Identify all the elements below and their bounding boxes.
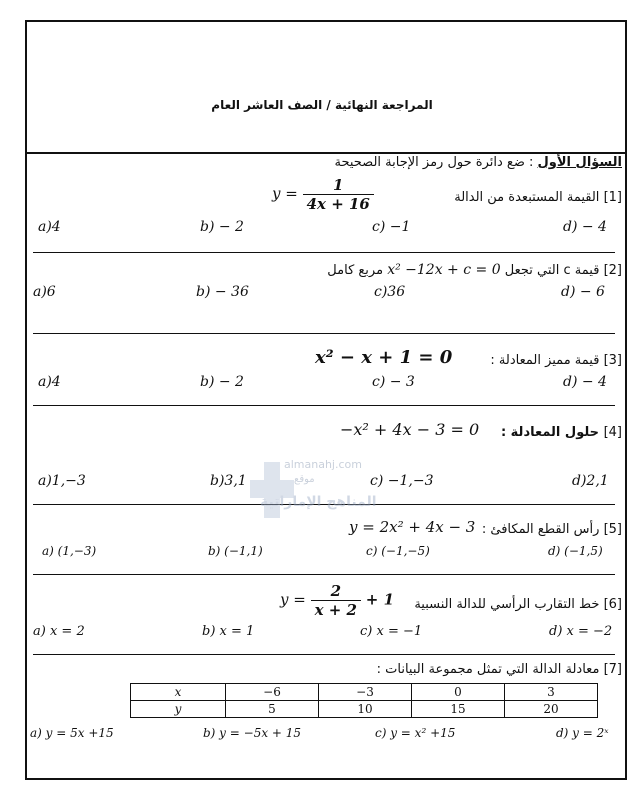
question-4 <box>501 425 622 440</box>
table-cell: 5 <box>226 701 319 718</box>
option-d[interactable]: d) − 4 <box>563 219 607 235</box>
question-text: خط التقارب الرأسي للدالة النسبية <box>414 597 600 612</box>
table-row <box>131 684 598 701</box>
option-b[interactable]: b) (−1,1) <box>208 544 263 558</box>
fraction: $\frac{2}{x + 2}$ <box>311 582 361 619</box>
watermark-line2: المناهج الإماراتية <box>260 494 377 510</box>
option-b[interactable]: b) x = 1 <box>202 624 255 639</box>
option-d[interactable]: d) y = 2ˣ <box>556 726 609 740</box>
question-6 <box>414 597 622 612</box>
divider <box>33 574 615 575</box>
divider <box>33 252 615 253</box>
question-number: [7] <box>603 662 622 677</box>
question-4-expression: −x² + 4x − 3 = 0 <box>340 420 480 439</box>
option-c[interactable]: c)36 <box>374 284 406 300</box>
question-number: [6] <box>603 597 622 612</box>
table-cell: x <box>131 684 226 701</box>
table-cell: 20 <box>505 701 598 718</box>
option-b[interactable]: b)3,1 <box>210 473 247 489</box>
question-5 <box>482 522 622 537</box>
option-c[interactable]: c) − 3 <box>372 374 415 390</box>
option-b[interactable]: b) y = −5x + 15 <box>203 726 302 740</box>
table-cell: −6 <box>226 684 319 701</box>
option-a[interactable]: a)6 <box>33 284 56 300</box>
option-d[interactable]: d)2,1 <box>572 473 609 489</box>
question-6-expression: y = $\frac{2}{x + 2}$ + 1 <box>280 582 395 619</box>
option-d[interactable]: d) (−1,5) <box>548 544 603 558</box>
option-b[interactable]: b) − 36 <box>196 284 249 300</box>
divider <box>33 654 615 655</box>
option-a[interactable]: a)4 <box>38 219 61 235</box>
data-table <box>130 683 598 718</box>
question-1 <box>454 190 622 205</box>
watermark-site: almanahj.com <box>284 458 362 471</box>
question-3 <box>490 353 622 368</box>
watermark-line1: موقع <box>294 474 315 485</box>
option-d[interactable]: d) − 4 <box>563 374 607 390</box>
question-number: [3] <box>603 353 622 368</box>
option-a[interactable]: a) y = 5x +15 <box>30 726 114 740</box>
question-text: قيمة c التي تجعل <box>504 263 600 278</box>
option-c[interactable]: c) (−1,−5) <box>366 544 430 558</box>
divider <box>33 333 615 334</box>
intro-instruction <box>335 155 623 170</box>
question-number: [2] <box>603 263 622 278</box>
question-number: [4] <box>603 425 622 440</box>
table-row <box>131 701 598 718</box>
question-number: [5] <box>603 522 622 537</box>
question-text: حلول المعادلة : <box>500 425 600 440</box>
option-d[interactable]: d) − 6 <box>561 284 605 300</box>
question-text: رأس القطع المكافئ : <box>481 522 600 537</box>
option-b[interactable]: b) − 2 <box>200 219 244 235</box>
question-3-expression: x² − x + 1 = 0 <box>315 347 453 368</box>
divider <box>33 405 615 406</box>
table-cell: y <box>131 701 226 718</box>
header-divider <box>27 152 625 154</box>
table-cell: 15 <box>412 701 505 718</box>
watermark <box>236 458 377 532</box>
intro-text: : ضع دائرة حول رمز الإجابة الصحيحة <box>334 155 538 170</box>
table-cell: 10 <box>319 701 412 718</box>
option-d[interactable]: d) x = −2 <box>549 624 613 639</box>
question-number: [1] <box>603 190 622 205</box>
fraction: $\frac{1}{4x + 16}$ <box>303 176 374 213</box>
question-text: معادلة الدالة التي تمثل مجموعة البيانات : <box>376 662 600 677</box>
question-text: قيمة مميز المعادلة : <box>490 353 600 368</box>
option-a[interactable]: a)1,−3 <box>38 473 86 489</box>
question-1-expression: y = $\frac{1}{4x + 16}$ <box>272 176 374 213</box>
question-5-expression: y = 2x² + 4x − 3 <box>349 518 476 536</box>
intro-label: السؤال الأول <box>537 155 622 170</box>
option-a[interactable]: a) (1,−3) <box>42 544 97 558</box>
question-2 <box>327 262 622 278</box>
table-cell: 0 <box>412 684 505 701</box>
option-a[interactable]: a)4 <box>38 374 61 390</box>
question-2-expression: x² −12x + c = 0 <box>387 262 501 278</box>
option-c[interactable]: c) y = x² +15 <box>375 726 456 740</box>
question-7 <box>377 662 622 677</box>
option-c[interactable]: c) −1,−3 <box>370 473 434 489</box>
table-cell: −3 <box>319 684 412 701</box>
option-a[interactable]: a) x = 2 <box>33 624 85 639</box>
option-c[interactable]: c) −1 <box>372 219 411 235</box>
option-b[interactable]: b) − 2 <box>200 374 244 390</box>
page-title: المراجعة النهائية / الصف العاشر العام <box>211 98 433 112</box>
question-text: القيمة المستبعدة من الدالة <box>454 190 600 205</box>
question-text-2: مربع كامل <box>327 263 384 278</box>
table-cell: 3 <box>505 684 598 701</box>
option-c[interactable]: c) x = −1 <box>360 624 423 639</box>
